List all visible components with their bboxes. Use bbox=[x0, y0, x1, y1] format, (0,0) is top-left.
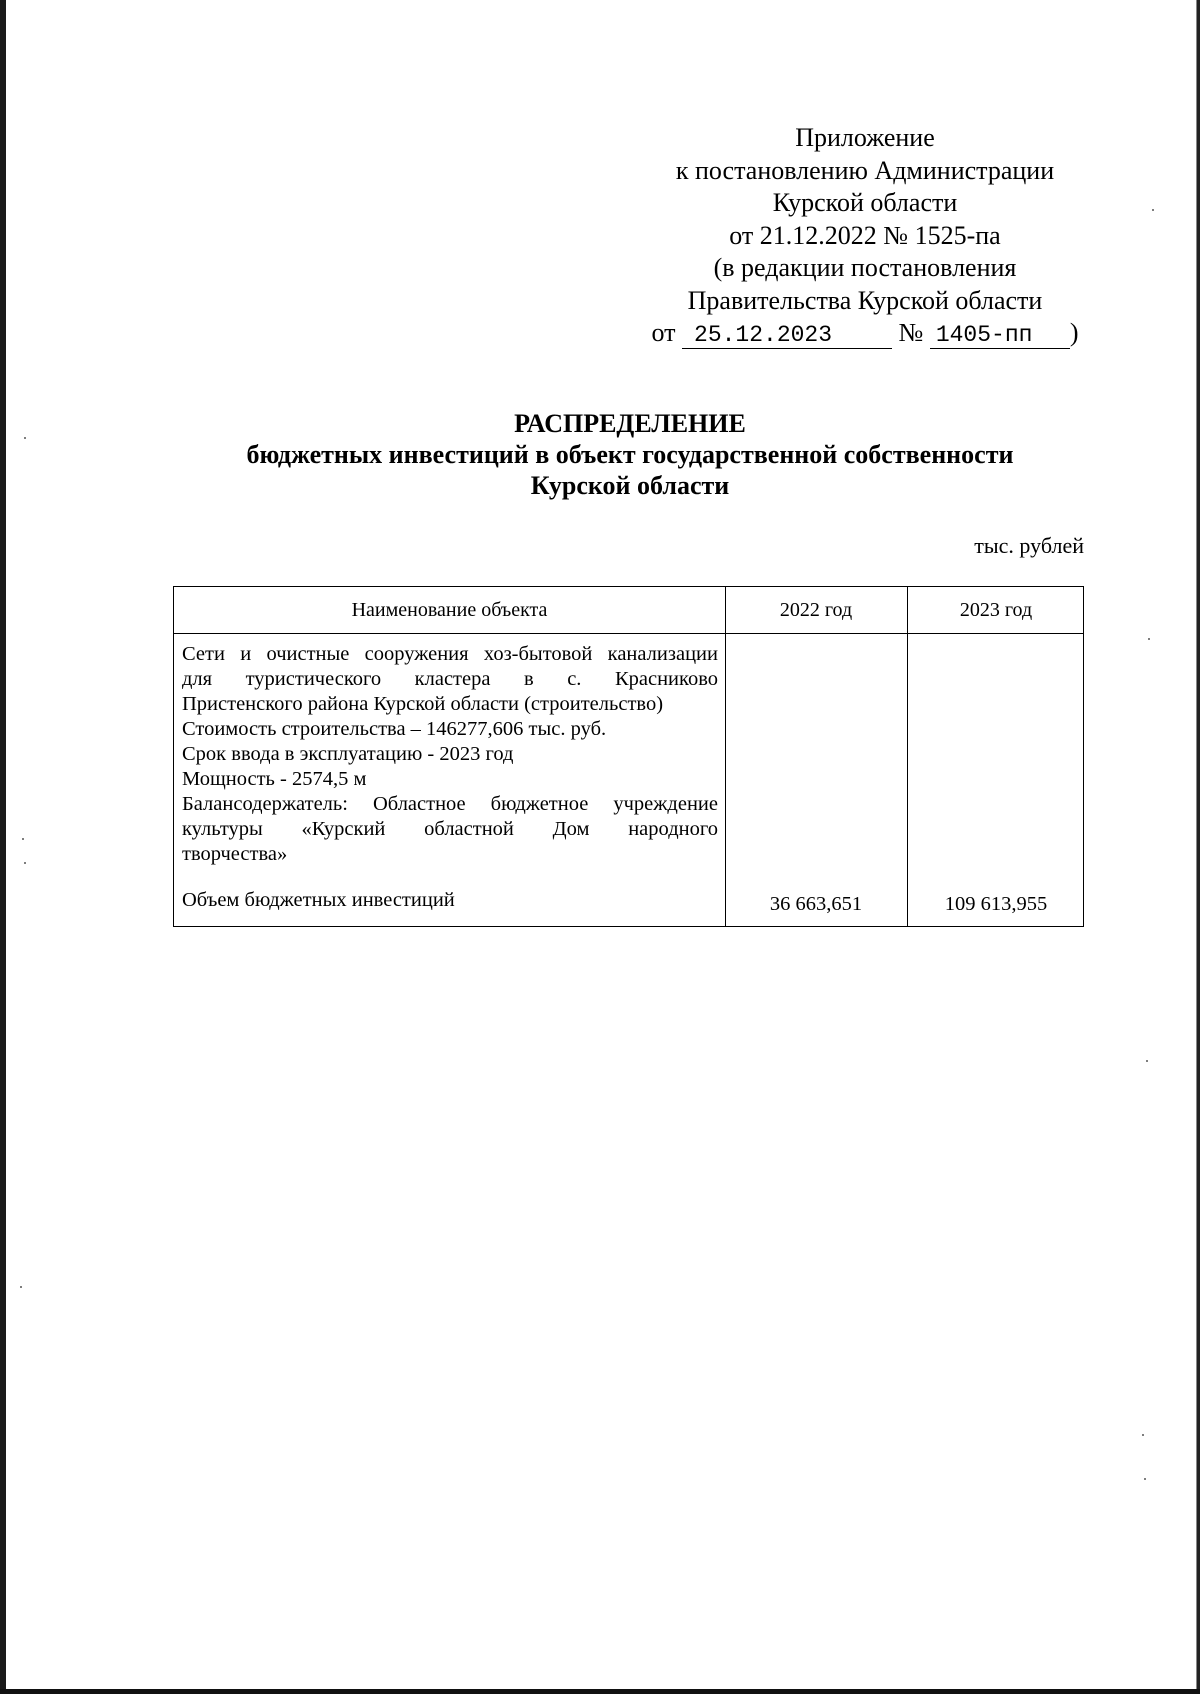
title-line-1: РАСПРЕДЕЛЕНИЕ bbox=[514, 409, 746, 438]
header-object-name: Наименование объекта bbox=[351, 599, 548, 621]
object-name-line-2: для туристического кластера в с. Красниково bbox=[182, 668, 718, 690]
amendment-date: 25.12.2023 bbox=[682, 322, 892, 349]
table-column-divider-2 bbox=[907, 587, 908, 926]
total-investment-label: Объем бюджетных инвестиций bbox=[182, 889, 455, 911]
units-label: тыс. рублей bbox=[974, 533, 1084, 558]
close-paren: ) bbox=[1069, 318, 1079, 347]
object-holder-line-2: культуры «Курский областной Дом народного bbox=[182, 818, 718, 840]
scan-speck bbox=[22, 838, 24, 840]
appendix-line-4: от 21.12.2022 № 1525-па bbox=[729, 220, 1001, 250]
document-title bbox=[170, 408, 1090, 501]
number-sign: № bbox=[898, 318, 924, 347]
table-header-divider bbox=[174, 633, 1083, 634]
object-name-line-3: Пристенского района Курской области (строительство) bbox=[182, 693, 664, 715]
scan-speck bbox=[20, 1286, 22, 1288]
scan-speck bbox=[1142, 1434, 1144, 1436]
appendix-line-6: Правительства Курской области bbox=[687, 285, 1043, 315]
header-year-2023: 2023 год bbox=[959, 599, 1033, 621]
appendix-header bbox=[620, 122, 1110, 350]
total-investment-2022: 36 663,651 bbox=[769, 893, 863, 915]
header-year-2022: 2022 год bbox=[779, 599, 853, 621]
title-line-2: бюджетных инвестиций в объект государственной собственности bbox=[246, 440, 1014, 469]
amendment-number: 1405-пп bbox=[930, 322, 1070, 349]
title-line-3: Курской области bbox=[530, 471, 730, 500]
table-column-divider-1 bbox=[725, 587, 726, 926]
total-investment-2023: 109 613,955 bbox=[944, 893, 1048, 915]
scan-edge-bottom bbox=[0, 1689, 1200, 1694]
scan-edge-right-inner bbox=[1196, 0, 1197, 1694]
object-capacity: Мощность - 2574,5 м bbox=[182, 768, 367, 790]
from-prefix: от bbox=[651, 318, 676, 347]
scan-speck bbox=[1152, 209, 1154, 211]
appendix-line-5: (в редакции постановления bbox=[713, 253, 1017, 282]
object-commissioning: Срок ввода в эксплуатацию - 2023 год bbox=[182, 743, 514, 765]
object-description bbox=[182, 642, 718, 867]
appendix-line-1: Приложение bbox=[795, 123, 935, 152]
scan-speck bbox=[24, 862, 26, 864]
object-holder-line-3: творчества» bbox=[182, 843, 288, 865]
object-name-line-1: Сети и очистные сооружения хоз-бытовой канализации bbox=[182, 643, 718, 665]
appendix-line-2: к постановлению Администрации bbox=[675, 155, 1055, 185]
investment-table bbox=[173, 586, 1084, 927]
scan-speck bbox=[24, 437, 26, 439]
scan-speck bbox=[1146, 1060, 1148, 1062]
scan-speck bbox=[1148, 638, 1150, 640]
object-cost: Стоимость строительства – 146277,606 тыс. руб. bbox=[182, 718, 607, 740]
scan-edge-left bbox=[0, 0, 6, 1694]
appendix-line-7 bbox=[620, 317, 1110, 350]
appendix-line-3: Курской области bbox=[772, 188, 958, 217]
object-holder-line-1: Балансодержатель: Областное бюджетное учреждение bbox=[182, 793, 718, 815]
scan-speck bbox=[1144, 1478, 1146, 1480]
